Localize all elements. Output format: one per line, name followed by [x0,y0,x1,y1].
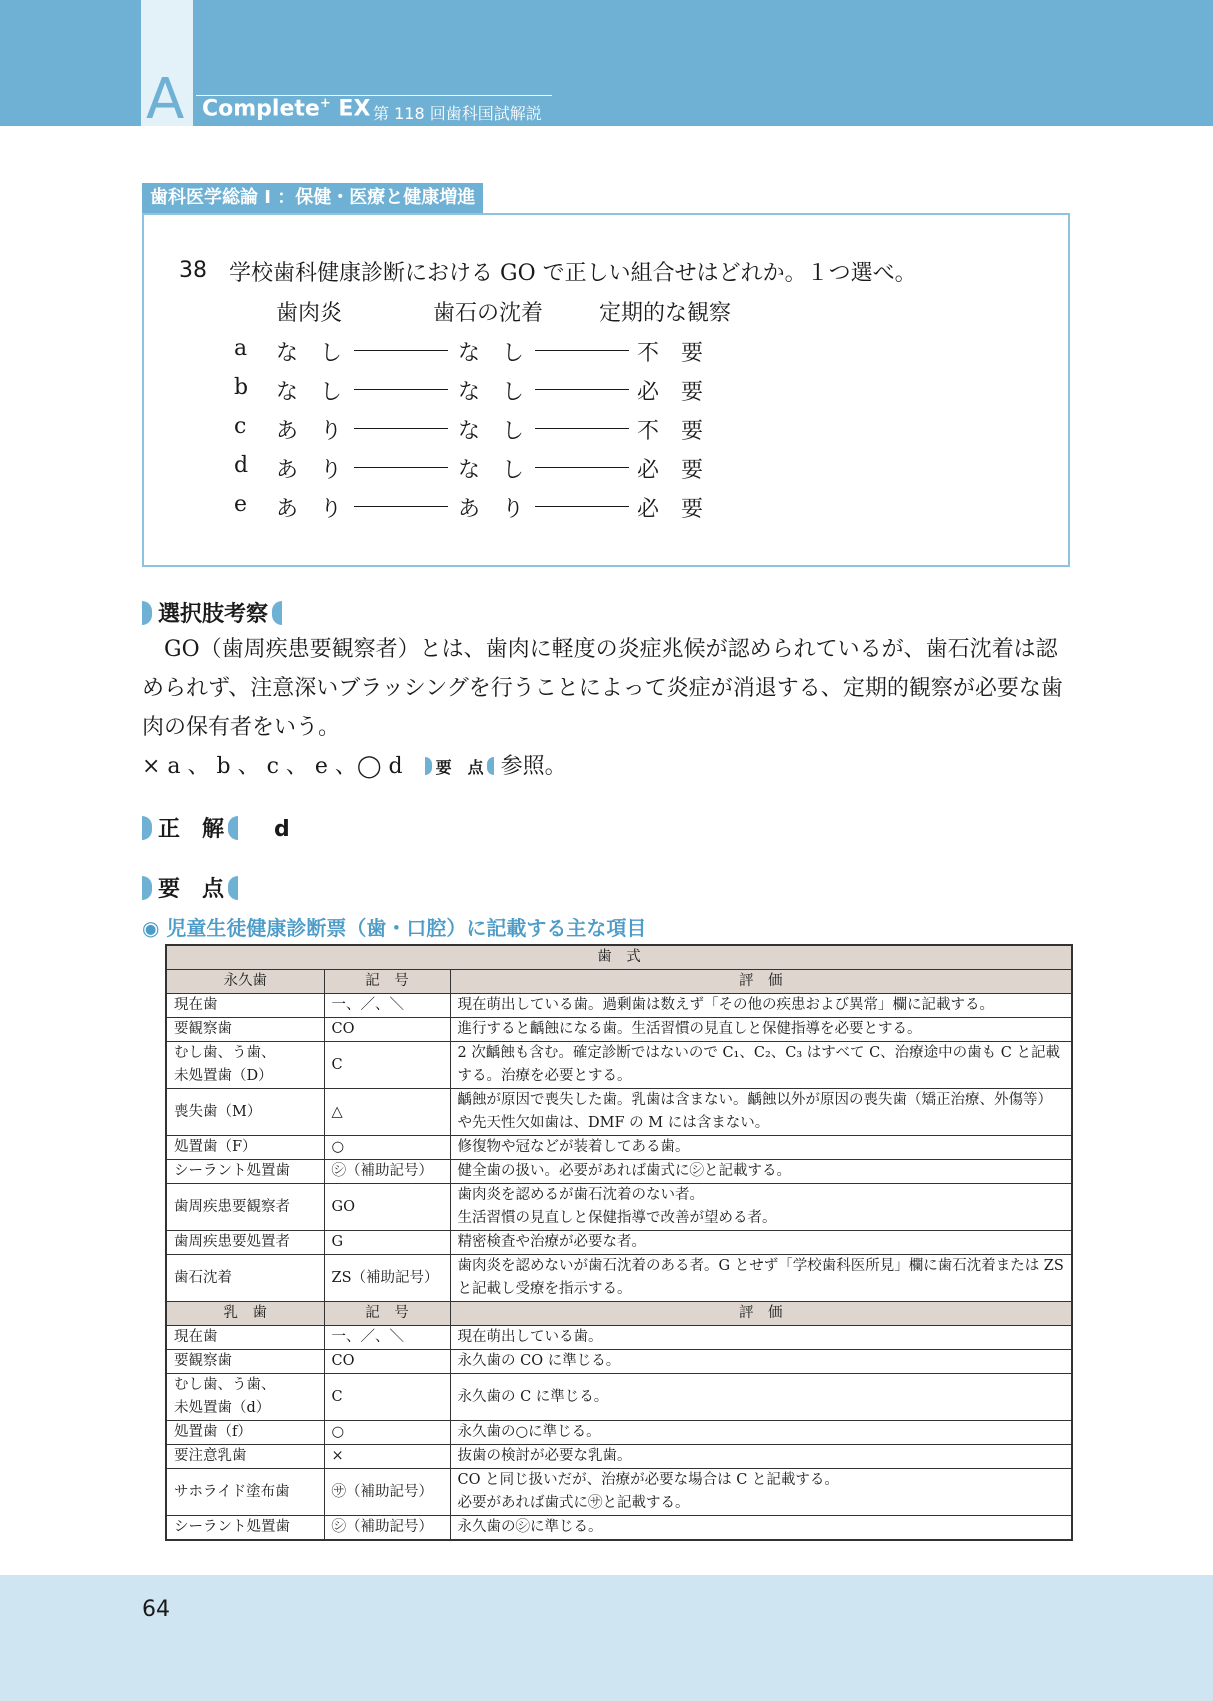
option-observation: 必 要 [637,380,704,405]
item-cell: 現在歯 [166,994,324,1018]
ref-marker-left [425,757,432,775]
brand-tail: EX [330,96,371,122]
symbol-cell: G [324,1231,450,1255]
header-cell: 記 号 [324,970,450,994]
ref-tail: 参照。 [500,754,567,779]
header-cell: 乳 歯 [166,1302,324,1326]
option-connector-line [535,467,629,468]
symbol-cell: C [324,1042,450,1089]
option-gingivitis: あ り [276,497,343,522]
brand-name: Complete [202,96,320,122]
permanent-header-row [166,970,1072,994]
item-cell: 要観察歯 [166,1350,324,1374]
symbol-cell: ○ [324,1421,450,1445]
evaluation-cell: 修復物や冠などが装着してある歯。 [450,1136,1072,1160]
evaluation-cell: 健全歯の扱い。必要があれば歯式に㋛と記載する。 [450,1160,1072,1184]
answer-value: d [274,817,290,842]
item-cell: 歯石沈着 [166,1255,324,1302]
heading-marker-left [142,876,152,900]
symbol-cell: ㋚（補助記号） [324,1469,450,1516]
evaluation-cell: 永久歯の CO に準じる。 [450,1350,1072,1374]
evaluation-cell: 齲蝕が原因で喪失した歯。乳歯は含まない。齲蝕以外が原因の喪失歯（矯正治療、外傷等）や先天性欠如歯は、DMF の M には含まない。 [450,1089,1072,1136]
key-points-heading [142,872,238,903]
table-row [166,1089,1072,1136]
table-row [166,1255,1072,1302]
page-footer [0,1575,1213,1701]
table-row [166,1445,1072,1469]
option-connector-line [354,506,448,507]
analysis-heading [142,597,282,628]
option-observation: 不 要 [637,341,704,366]
option-connector-line [354,428,448,429]
answer-heading-text: 正 解 [158,817,225,842]
column-header-calculus: 歯石の沈着 [433,301,544,326]
item-cell: 喪失歯（M） [166,1089,324,1136]
option-calculus: な し [458,458,525,483]
analysis-heading-text: 選択肢考察 [158,602,269,627]
symbol-cell: ㋛（補助記号） [324,1160,450,1184]
option-gingivitis: あ り [276,419,343,444]
item-cell: 処置歯（f） [166,1421,324,1445]
symbol-cell: CO [324,1350,450,1374]
analysis-verdict [142,747,1077,787]
heading-marker-left [142,601,152,625]
header-subtitle: 第 118 回歯科国試解説 [373,104,542,123]
ref-label: 要 点 [435,758,484,777]
item-cell: シーラント処置歯 [166,1516,324,1541]
table-row [166,1160,1072,1184]
evaluation-cell: 永久歯の C に準じる。 [450,1374,1072,1421]
header-brand [202,96,370,121]
item-cell: 歯周疾患要処置者 [166,1231,324,1255]
table-row [166,1374,1072,1421]
evaluation-cell: 精密検査や治療が必要な者。 [450,1231,1072,1255]
key-points-heading-text: 要 点 [158,877,225,902]
key-points-title: ◉ 児童生徒健康診断票（歯・口腔）に記載する主な項目 [142,916,647,940]
table-row [166,994,1072,1018]
deciduous-header-row [166,1302,1072,1326]
symbol-cell: CO [324,1018,450,1042]
evaluation-cell: 歯肉炎を認めるが歯石沈着のない者。 生活習慣の見直しと保健指導で改善が望める者。 [450,1184,1072,1231]
table-row [166,1042,1072,1089]
symbol-cell: △ [324,1089,450,1136]
evaluation-cell: 抜歯の検討が必要な乳歯。 [450,1445,1072,1469]
heading-marker-right [228,876,238,900]
table-row [166,1421,1072,1445]
option-connector-line [354,389,448,390]
symbol-cell: ZS（補助記号） [324,1255,450,1302]
evaluation-cell: 歯肉炎を認めないが歯石沈着のある者。G とせず「学校歯科医所見」欄に歯石沈着または ZS と記載し受療を指示する。 [450,1255,1072,1302]
option-connector-line [535,506,629,507]
item-cell: 歯周疾患要観察者 [166,1184,324,1231]
option-calculus: あ り [458,497,525,522]
item-cell: シーラント処置歯 [166,1160,324,1184]
symbol-cell: × [324,1445,450,1469]
page-number: 64 [142,1597,170,1622]
item-cell: 要観察歯 [166,1018,324,1042]
evaluation-cell: 2 次齲蝕も含む。確定診断ではないので C₁、C₂、C₃ はすべて C、治療途中の歯も C と記載する。治療を必要とする。 [450,1042,1072,1089]
question-number: 38 [179,258,207,283]
header-cell: 永久歯 [166,970,324,994]
header-cell: 記 号 [324,1302,450,1326]
option-observation: 必 要 [637,497,704,522]
header-letter-logo: A [146,67,185,132]
symbol-cell: ㋛（補助記号） [324,1516,450,1541]
option-gingivitis: あ り [276,458,343,483]
option-connector-line [535,428,629,429]
evaluation-cell: 永久歯の○に準じる。 [450,1421,1072,1445]
brand-sup: + [319,96,331,111]
table-row [166,1184,1072,1231]
option-observation: 不 要 [637,419,704,444]
dental-record-table [165,944,1073,1541]
option-calculus: な し [458,380,525,405]
table-row [166,1231,1072,1255]
option-gingivitis: な し [276,341,343,366]
option-connector-line [535,350,629,351]
evaluation-cell: 現在萌出している歯。 [450,1326,1072,1350]
option-connector-line [354,350,448,351]
item-cell: むし歯、う歯、 未処置歯（D） [166,1042,324,1089]
symbol-cell: 一、／、＼ [324,994,450,1018]
option-letter: a [234,336,248,361]
heading-marker-right [228,816,238,840]
table-row [166,1326,1072,1350]
item-cell: 現在歯 [166,1326,324,1350]
option-calculus: な し [458,341,525,366]
answer-heading [142,812,290,843]
analysis-body: GO（歯周疾患要観察者）とは、歯肉に軽度の炎症兆候が認められているが、歯石沈着は認められず、注意深いブラッシングを行うことによって炎症が消退する、定期的観察が必要な歯肉の保有者をいう。 [142,637,1063,740]
option-letter: b [234,375,249,400]
symbol-cell: ○ [324,1136,450,1160]
header-cell: 評 価 [450,970,1072,994]
item-cell: サホライド塗布歯 [166,1469,324,1516]
option-letter: e [234,492,248,517]
item-cell: むし歯、う歯、 未処置歯（d） [166,1374,324,1421]
column-header-gingivitis: 歯肉炎 [276,301,343,326]
symbol-cell: C [324,1374,450,1421]
table-row [166,1136,1072,1160]
evaluation-cell: 永久歯の㋛に準じる。 [450,1516,1072,1541]
option-letter: c [234,414,247,439]
symbol-cell: GO [324,1184,450,1231]
heading-marker-left [142,816,152,840]
option-connector-line [535,389,629,390]
verdict-text: × a 、 b 、 c 、 e 、◯ d [142,754,403,779]
symbol-cell: 一、／、＼ [324,1326,450,1350]
option-observation: 必 要 [637,458,704,483]
item-cell: 処置歯（F） [166,1136,324,1160]
header-cell: 評 価 [450,1302,1072,1326]
question-text: 学校歯科健康診断における GO で正しい組合せはどれか。１つ選べ。 [229,261,917,286]
option-calculus: な し [458,419,525,444]
heading-marker-right [272,601,282,625]
option-letter: d [234,453,249,478]
table-row [166,1516,1072,1541]
evaluation-cell: 進行すると齲蝕になる歯。生活習慣の見直しと保健指導を必要とする。 [450,1018,1072,1042]
column-header-observation: 定期的な観察 [599,301,732,326]
table-title-row [166,945,1072,970]
table-title-cell: 歯 式 [166,945,1072,970]
option-connector-line [354,467,448,468]
evaluation-cell: CO と同じ扱いだが、治療が必要な場合は C と記載する。 必要があれば歯式に㋚と記載する。 [450,1469,1072,1516]
table-row [166,1469,1072,1516]
table-row [166,1350,1072,1374]
item-cell: 要注意乳歯 [166,1445,324,1469]
section-label: 歯科医学総論 I ：保健・医療と健康増進 [142,183,483,213]
table-row [166,1018,1072,1042]
ref-marker-right [487,757,494,775]
evaluation-cell: 現在萌出している歯。過剰歯は数えず「その他の疾患および異常」欄に記載する。 [450,994,1072,1018]
option-gingivitis: な し [276,380,343,405]
